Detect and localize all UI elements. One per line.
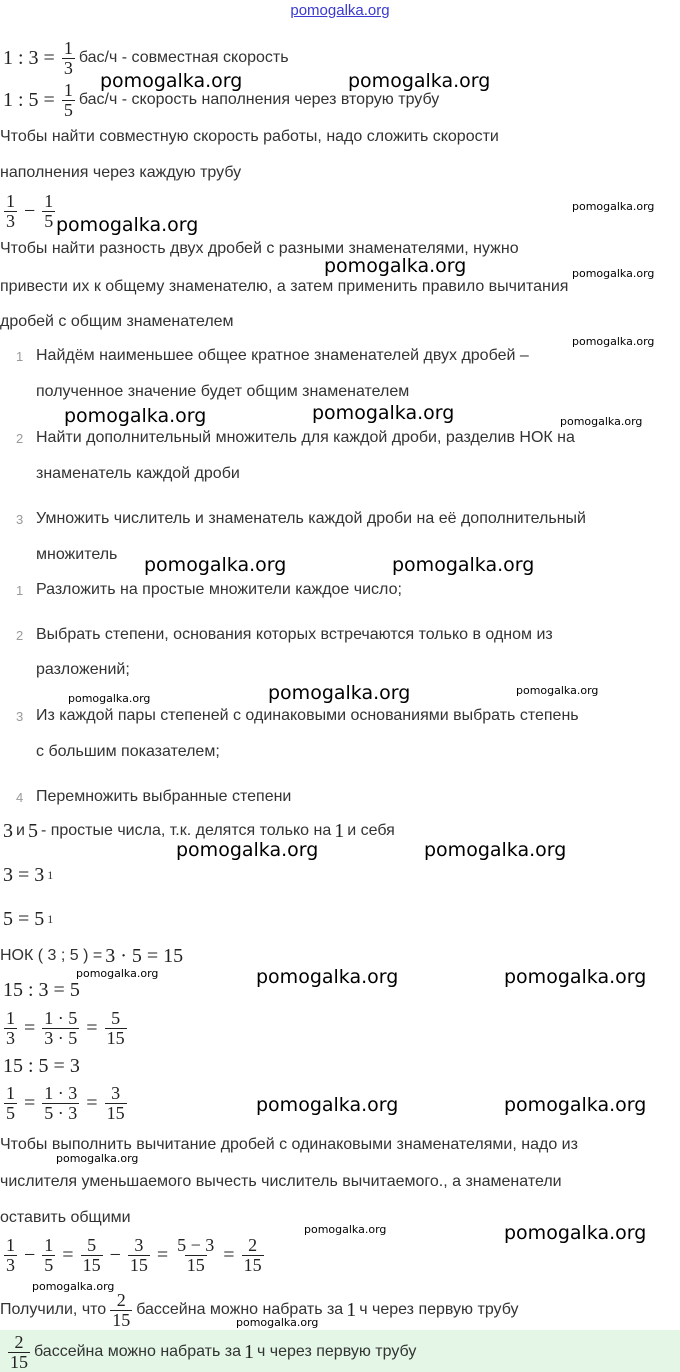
math-expression: = [24, 1016, 36, 1039]
denominator: 3 · 5 [44, 1027, 78, 1048]
numerator: 1 [63, 79, 73, 100]
text-line [0, 1046, 83, 1086]
denominator: 5 · 3 [44, 1102, 78, 1123]
numerator: 1 · 3 [44, 1082, 78, 1103]
watermark: pomogalka.org [256, 1094, 399, 1116]
denominator: 5 [63, 99, 73, 120]
watermark: pomogalka.org [64, 405, 207, 427]
math-expression: − [24, 199, 36, 222]
math-expression: 15 : 3 = 5 [3, 978, 80, 1001]
watermark: pomogalka.org [32, 1280, 115, 1293]
text-segment: и [16, 822, 25, 839]
watermark: pomogalka.org [304, 1223, 387, 1236]
denominator: 3 [6, 210, 15, 231]
math-expression: = [24, 1091, 36, 1114]
denominator: 15 [129, 1254, 148, 1275]
watermark: pomogalka.org [392, 554, 535, 576]
text-line [0, 153, 241, 193]
math-expression: = [86, 1016, 98, 1039]
text-segment: Найти дополнительный множитель для каждой дроби, разделив НОК на [36, 429, 575, 446]
math-expression: 5 [27, 819, 38, 842]
text-segment: Разложить на простые множители каждое число; [36, 581, 402, 598]
watermark: pomogalka.org [424, 839, 567, 861]
list-number: 2 [16, 430, 24, 446]
numerator: 1 · 5 [44, 1007, 78, 1028]
text-segment: привести их к общему знаменателю, а затем применить правило вычитания [0, 278, 569, 295]
watermark: pomogalka.org [56, 1152, 139, 1165]
text-segment: Чтобы найти совместную скорость работы, надо сложить скорости [0, 128, 499, 145]
numerator: 3 [111, 1082, 121, 1103]
denominator: 3 [63, 57, 73, 78]
watermark: pomogalka.org [256, 966, 399, 988]
text-segment: знаменатель каждой дроби [36, 465, 240, 482]
text-line [0, 1008, 131, 1048]
text-segment: ч через первую трубу [359, 1301, 519, 1318]
text-line [0, 970, 83, 1010]
fraction [42, 1084, 79, 1123]
text-segment: - простые числа, т.к. делятся только на [40, 822, 332, 839]
math-expression: 1 [244, 1340, 254, 1363]
denominator: 5 [44, 210, 54, 231]
list-item [16, 535, 117, 575]
text-segment: полученное значение будет общим знаменателем [36, 383, 410, 400]
fraction [4, 1084, 17, 1123]
math-expression: 3 [3, 819, 13, 842]
watermark: pomogalka.org [348, 70, 491, 92]
math-expression: 1 [334, 819, 345, 842]
list-item [16, 732, 220, 772]
list-number: 3 [16, 708, 24, 724]
numerator: 1 [44, 1234, 54, 1255]
text-segment: бассейна можно набрать за [136, 1301, 344, 1318]
text-segment: Чтобы найти разность двух дробей с разными знаменателями, нужно [0, 240, 519, 257]
text-segment: Выбрать степени, основания которых встречаются только в одном из [36, 626, 553, 643]
fraction [42, 192, 55, 231]
denominator: 15 [106, 1102, 125, 1123]
watermark: pomogalka.org [56, 214, 199, 236]
text-line [0, 191, 59, 231]
text-segment: числителя уменьшаемого вычесть числитель вычитаемого., а знаменатели [0, 1173, 562, 1190]
text-segment: дробей с общим знаменателем [0, 313, 234, 330]
text-segment: бас/ч - совместная скорость [78, 49, 289, 66]
text-segment: с большим показателем; [36, 743, 220, 760]
denominator: 15 [243, 1254, 262, 1275]
list-number: 3 [16, 511, 24, 527]
numerator: 2 [116, 1289, 126, 1310]
math-expression: = [223, 1243, 235, 1266]
text-segment: НОК ( 3 ; 5 ) = [0, 947, 103, 964]
fraction [105, 1084, 127, 1123]
fraction [42, 1009, 79, 1048]
math-expression: = [62, 1243, 74, 1266]
numerator: 1 [6, 1082, 15, 1103]
watermark: pomogalka.org [572, 335, 655, 348]
text-segment: наполнения через каждую трубу [0, 164, 242, 181]
text-line [0, 1083, 131, 1123]
text-segment: множитель [36, 546, 118, 563]
math-expression: 1 : 5 = [3, 88, 55, 111]
text-segment: оставить общими [0, 1209, 131, 1226]
watermark: pomogalka.org [560, 415, 643, 428]
text-segment: Перемножить выбранные степени [36, 788, 292, 805]
text-segment: ч через первую трубу [257, 1343, 417, 1360]
numerator: 3 [134, 1234, 144, 1255]
watermark: pomogalka.org [100, 70, 243, 92]
text-segment: разложений; [36, 661, 130, 678]
math-expression: 1 [346, 1298, 357, 1321]
exponent: 1 [47, 911, 54, 926]
list-item [16, 570, 402, 610]
math-expression: = [156, 1243, 169, 1266]
watermark: pomogalka.org [504, 1222, 647, 1244]
numerator: 1 [6, 190, 15, 211]
math-expression: 15 : 5 = 3 [3, 1054, 80, 1077]
numerator: 1 [63, 37, 73, 58]
math-expression: 1 : 3 = [3, 46, 55, 69]
math-expression: 3 = 3 [3, 863, 45, 886]
denominator: 15 [82, 1254, 101, 1275]
list-number: 2 [16, 627, 24, 643]
math-expression: − [24, 1243, 36, 1266]
fraction [81, 1236, 103, 1275]
fraction [4, 1236, 17, 1275]
list-item [16, 615, 553, 655]
numerator: 2 [14, 1331, 24, 1352]
text-segment: Умножить числитель и знаменатель каждой дроби на её дополнительный [36, 510, 586, 527]
list-number: 1 [16, 582, 24, 598]
watermark: pomogalka.org [176, 839, 319, 861]
numerator: 1 [44, 190, 54, 211]
watermark: pomogalka.org [504, 966, 647, 988]
text-segment: бас/ч - скорость наполнения через вторую трубу [78, 91, 440, 108]
watermark: pomogalka.org [324, 255, 467, 277]
text-line [0, 117, 499, 157]
fraction [62, 81, 75, 120]
text-segment: Чтобы выполнить вычитание дробей с одинаковыми знаменателями, надо из [0, 1136, 578, 1153]
denominator: 15 [112, 1309, 131, 1330]
watermark: pomogalka.org [572, 267, 655, 280]
text-line [0, 1235, 268, 1275]
numerator: 5 [111, 1007, 121, 1028]
fraction [128, 1236, 150, 1275]
list-item [16, 499, 586, 539]
fraction [175, 1236, 216, 1275]
text-line [0, 899, 53, 939]
numerator: 2 [248, 1234, 258, 1255]
denominator: 5 [6, 1102, 15, 1123]
text-segment: Из каждой пары степеней с одинаковыми основаниями выбрать степень [36, 707, 579, 724]
fraction [4, 192, 17, 231]
fraction [62, 39, 75, 78]
text-segment: Найдём наименьшее общее кратное знаменателей двух дробей – [36, 347, 529, 364]
denominator: 15 [10, 1351, 28, 1372]
watermark: pomogalka.org [516, 684, 599, 697]
fraction [105, 1009, 127, 1048]
exponent: 1 [47, 867, 54, 882]
text-segment: Получили, что [0, 1301, 107, 1318]
denominator: 3 [6, 1027, 15, 1048]
text-line [0, 1198, 131, 1238]
fraction [42, 1236, 55, 1275]
math-expression: 5 = 5 [3, 907, 45, 930]
watermark: pomogalka.org [68, 692, 151, 705]
fraction [4, 1009, 17, 1048]
watermark: pomogalka.org [236, 1316, 319, 1329]
watermark: pomogalka.org [572, 200, 655, 213]
denominator: 3 [6, 1254, 15, 1275]
fraction [110, 1291, 132, 1330]
list-item [16, 650, 130, 690]
list-item [16, 336, 529, 376]
math-expression: 3 · 5 = 15 [105, 944, 184, 967]
list-number: 4 [16, 789, 24, 805]
numerator: 1 [6, 1234, 15, 1255]
text-segment: бассейна можно набрать за [34, 1343, 241, 1360]
watermark: pomogalka.org [268, 682, 411, 704]
denominator: 15 [106, 1027, 125, 1048]
list-item [16, 454, 240, 494]
header-watermark-link[interactable]: pomogalka.org [290, 2, 390, 19]
numerator: 5 [87, 1234, 97, 1255]
watermark: pomogalka.org [76, 967, 159, 980]
watermark: pomogalka.org [144, 554, 287, 576]
text-segment: и себя [347, 822, 395, 839]
text-line [0, 267, 568, 307]
list-number: 1 [16, 348, 24, 364]
watermark: pomogalka.org [504, 1094, 647, 1116]
text-line [0, 855, 53, 895]
denominator: 5 [44, 1254, 54, 1275]
text-line [0, 1162, 562, 1202]
watermark: pomogalka.org [312, 402, 455, 424]
denominator: 15 [186, 1254, 205, 1275]
math-expression: = [86, 1091, 98, 1114]
numerator: 5 − 3 [177, 1234, 215, 1255]
math-expression: − [109, 1243, 121, 1266]
fraction [242, 1236, 264, 1275]
fraction [8, 1333, 30, 1372]
answer-text [4, 1332, 416, 1372]
numerator: 1 [6, 1007, 15, 1028]
